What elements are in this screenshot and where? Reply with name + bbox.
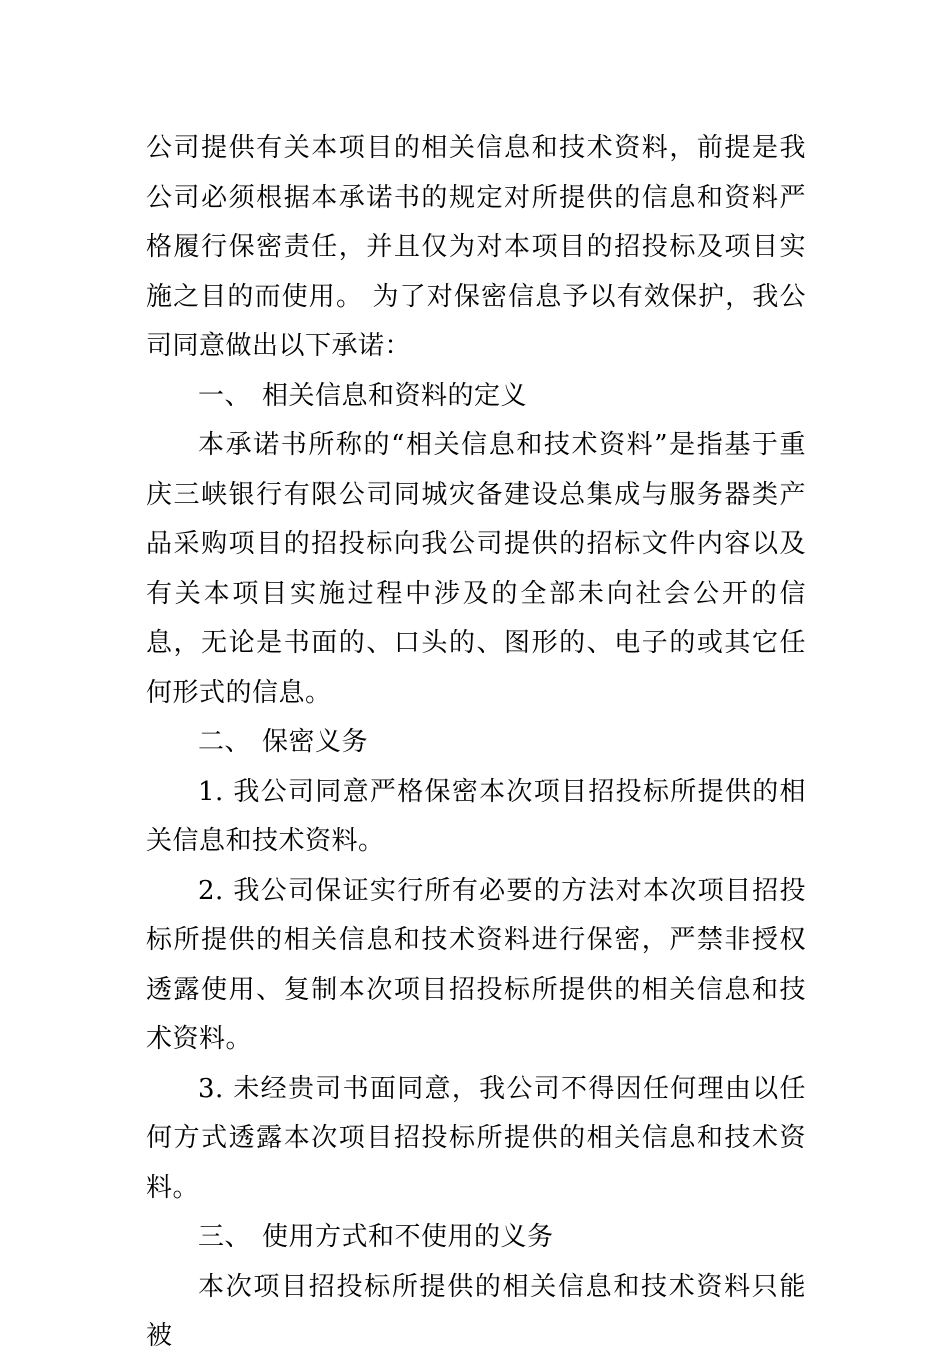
list-item-2: 2. 我公司保证实行所有必要的方法对本次项目招投标所提供的相关信息和技术资料进行保密，严禁非授权透露使用、复制本次项目招投标所提供的相关信息和技术资料。 — [146, 875, 806, 1054]
section-heading-1 — [146, 372, 806, 422]
intro-paragraph: 公司提供有关本项目的相关信息和技术资料，前提是我公司必须根据本承诺书的规定对所提供的信息和资料严格履行保密责任，并且仅为对本项目的招投标及项目实施之目的而使用。 为了对保密信息予以有效保护，我公司同意做出以下承诺： — [146, 133, 806, 361]
section-number-2: 二、 — [198, 727, 252, 757]
section-3-body: 本次项目招投标所提供的相关信息和技术资料只能被 — [146, 1271, 806, 1351]
section-heading-2 — [146, 718, 806, 768]
list-item-3: 3. 未经贵司书面同意，我公司不得因任何理由以任何方式透露本次项目招投标所提供的相关信息和技术资料。 — [146, 1073, 806, 1203]
list-item-1: 1. 我公司同意严格保密本次项目招投标所提供的相关信息和技术资料。 — [146, 776, 806, 856]
section-title-2: 保密义务 — [262, 727, 369, 757]
section-number-3: 三、 — [198, 1222, 252, 1252]
section-title-1: 相关信息和资料的定义 — [262, 380, 528, 411]
section-heading-3 — [146, 1213, 806, 1263]
document-page — [146, 124, 806, 1362]
section-number-1: 一、 — [198, 380, 252, 411]
section-1-body: 本承诺书所称的“相关信息和技术资料”是指基于重庆三峡银行有限公司同城灾备建设总集成与服务器类产品采购项目的招投标向我公司提供的招标文件内容以及有关本项目实施过程中涉及的全部未向社会公开的信息，无论是书面的、口头的、图形的、电子的或其它任何形式的信息。 — [146, 430, 806, 708]
section-title-3: 使用方式和不使用的义务 — [262, 1222, 554, 1252]
